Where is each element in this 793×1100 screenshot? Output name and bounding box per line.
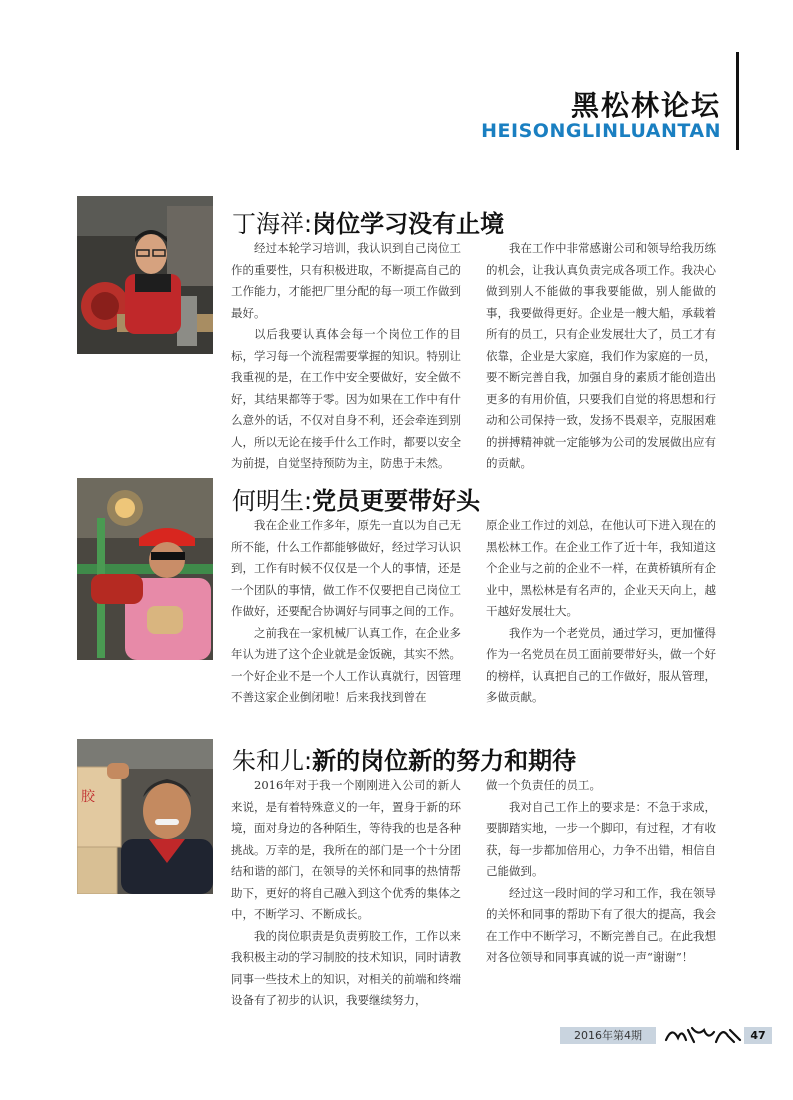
magazine-logo-script [664, 1022, 744, 1046]
paragraph: 2016年对于我一个刚刚进入公司的新人来说，是有着特殊意义的一年，置身于新的环境，面对身边的各种陌生，等待我的也是各种挑战。万幸的是，我所在的部门是一个十分团结和谐的部门，在领导的关怀和同事的热情帮助下，更好的将自己融入到这个优秀的集体之中，不断学习、不断成长。 [231, 778, 461, 921]
paragraph: 原企业工作过的刘总，在他认可下进入现在的黑松林工作。在企业工作了近十年，我知道这个企业与之前的企业不一样，在黄桥镇所有企业中，黑松林是有名声的，企业天天向上，越干越好发展壮大。 [486, 518, 716, 618]
paragraph: 以后我要认真体会每一个岗位工作的目标，学习每一个流程需要掌握的知识。特别让我重视的是，在工作中安全要做好，安全做不好，其结果都等于零。因为如果在工作中有什么意外的话，不仅对自身不利，还会牵连到别人，所以无论在接手什么工作时，都要以安全为前提，自觉坚持预防为主，防患于未然。 [231, 327, 461, 470]
paragraph: 我在企业工作多年，原先一直以为自己无所不能，什么工作都能够做好，经过学习认识到，工作有时候不仅仅是一个人的事情，还是一个团队的事情，做工作不仅要把自己岗位工作做好，还要配合协调好与同事之间的工作。 [231, 518, 461, 618]
paragraph: 经过本轮学习培训，我认识到自己岗位工作的重要性，只有积极进取，不断提高自己的工作能力，才能把厂里分配的每一项工作做到最好。 [231, 241, 461, 320]
article-title: 新的岗位新的努力和期待 [312, 747, 577, 775]
paragraph: 做一个负责任的员工。 [486, 778, 601, 792]
page-number: 47 [744, 1027, 772, 1044]
article-title: 岗位学习没有止境 [312, 210, 505, 238]
article-heading [232, 204, 504, 239]
paragraph: 我在工作中非常感谢公司和领导给我历练的机会，让我认真负责完成各项工作。我决心做到别人不能做的事我要能做，别人能做的事，我要做得更好。企业是一艘大船，承载着所有的员工，只有企业发展壮大了，员工才有依靠，企业是大家庭，我们作为家庭的一员，要不断完善自我，加强自身的素质才能创造出更多的有用价值，只要我们自觉的将思想和行动和公司保持一致，发扬不畏艰辛，克服困难的拼搏精神就一定能够为公司的发展做出应有的贡献。 [486, 241, 716, 470]
article-column-right [486, 515, 716, 709]
article-column-right [486, 775, 716, 969]
masthead-divider [736, 52, 739, 150]
paragraph: 我的岗位职责是负责剪胶工作，工作以来我积极主动的学习制胶的技术知识，同时请教同事一些技术上的知识，对相关的前端和终端设备有了初步的认识，我要继续努力， [231, 928, 461, 1007]
paragraph: 经过这一段时间的学习和工作，我在领导的关怀和同事的帮助下有了很大的提高，我会在工作中不断学习，不断完善自己。在此我想对各位领导和同事真诚的说一声“谢谢”！ [486, 885, 716, 964]
article-column-left [231, 775, 461, 1012]
article-column-left [231, 515, 461, 709]
paragraph: 我对自己工作上的要求是：不急于求成，要脚踏实地，一步一个脚印，有过程，才有收获，每一步都加倍用心，力争不出错，相信自己能做到。 [486, 799, 716, 878]
portrait-photo-ding [77, 196, 213, 354]
article-column-right [486, 238, 716, 475]
author-name: 丁海祥: [232, 210, 313, 238]
paragraph: 之前我在一家机械厂认真工作，在企业多年认为进了这个企业就是金饭碗，其实不然。一个好企业不是一个人工作认真就行，因管理不善这家企业倒闭啦！后来我找到曾在 [231, 625, 461, 704]
box-label-text: 胶 [81, 789, 95, 805]
author-name: 朱和儿: [232, 747, 313, 775]
article-heading [232, 481, 480, 516]
article-title: 党员更要带好头 [312, 487, 481, 515]
masthead-subtitle: HEISONGLINLUANTAN [481, 120, 721, 142]
article-column-left [231, 238, 461, 475]
author-name: 何明生: [232, 487, 313, 515]
article-heading [232, 741, 576, 776]
issue-label: 2016年第4期 [560, 1027, 656, 1044]
paragraph: 我作为一个老党员，通过学习，更加懂得作为一名党员在员工面前要带好头，做一个好的榜样，认真把自己的工作做好，服从管理，多做贡献。 [486, 625, 716, 704]
masthead-title: 黑松林论坛 [570, 89, 721, 122]
portrait-photo-he [77, 478, 213, 660]
magazine-logo [664, 1022, 744, 1046]
portrait-photo-zhu [77, 739, 213, 894]
